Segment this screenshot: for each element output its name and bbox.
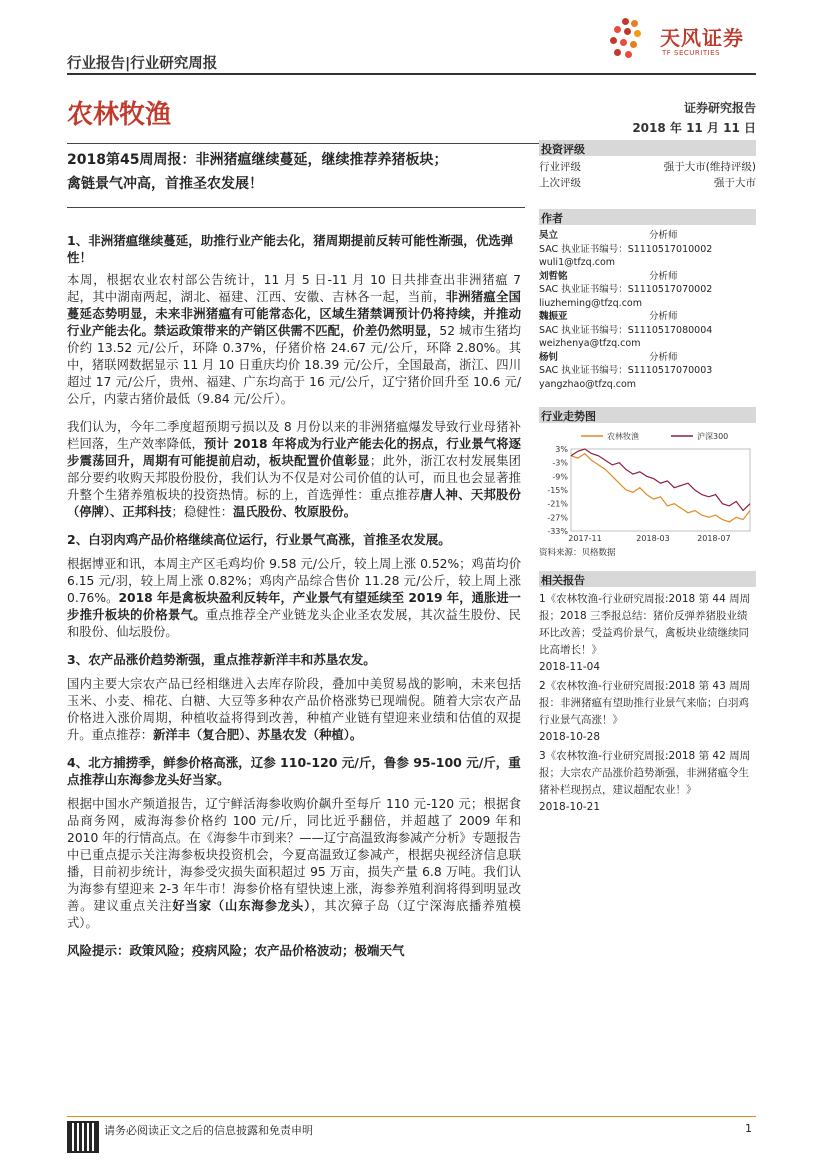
related-item[interactable]	[539, 591, 756, 676]
chart-frame	[571, 449, 750, 531]
x-tick-label: 2018-03	[636, 534, 670, 543]
related-item[interactable]	[539, 748, 756, 816]
author	[539, 310, 756, 351]
author	[539, 351, 756, 392]
y-tick-label: -27%	[547, 513, 568, 523]
report-kind: 行业报告|行业研究周报	[67, 56, 218, 72]
risk-warning: 风险提示：政策风险；疫病风险；农产品价格波动；极端天气	[67, 943, 405, 958]
header-rule	[67, 73, 756, 75]
brand-name: 天风证券	[660, 26, 744, 50]
main-content	[67, 232, 521, 959]
related-heading: 相关报告	[539, 571, 756, 587]
section-paragraph: 根据博亚和讯，本周主产区毛鸡均价 9.58 元/公斤，较上周上涨 0.52%；鸡苗均价 6.15 元/羽，较上周上涨 0.82%；鸡肉产品综合售价 11.28 元/公斤，较上周上涨 0.76%。2018 年是禽板块盈利反转年，产业景气有望延续至 2019 年，通胀进一步推升板块的价格景气。重点推荐全产业链龙头企业圣农发展，其次益生股份、民和股份、仙坛股份。	[67, 557, 521, 639]
trend-chart	[539, 427, 756, 547]
y-tick-label: -21%	[547, 499, 568, 509]
rating-prev	[539, 175, 756, 191]
author	[539, 270, 756, 311]
section-paragraph: 我们认为，今年二季度超预期亏损以及 8 月份以来的非洲猪瘟爆发导致行业母猪补栏回落，生产效率降低，预计 2018 年将成为行业产能去化的拐点，行业景气将逐步震荡回升，周期有可能提前启动，板块配置价值彰显；此外，浙江农村发展集团部分要约收购天邦股份股份，我们认为不仅是对公司价值的认可，而且也会显著推升整个生猪养殖板块的投资热情。标的上，首选弹性：重点推荐唐人神、天邦股份（停牌）、正邦科技；稳健性：温氏股份、牧原股份。	[67, 420, 521, 519]
rating-heading: 投资评级	[539, 140, 756, 156]
footer-disclaimer: 请务必阅读正文之后的信息披露和免责申明	[104, 1124, 313, 1137]
y-tick-label: -15%	[547, 486, 568, 495]
section-heading: 4、北方捕捞季，鲜参价格高涨，辽参 110-120 元/斤，鲁参 95-100 元/斤，重点推荐山东海参龙头好当家。	[67, 755, 521, 787]
author-role: 分析师	[649, 270, 678, 282]
chart-source: 资料来源：贝格数据	[539, 548, 616, 558]
legend-label: 农林牧渔	[607, 432, 639, 441]
rating-industry-label: 行业评级	[539, 161, 581, 173]
y-tick-label: -9%	[552, 472, 568, 482]
author-sac: SAC 执业证书编号：S1110517070003	[539, 365, 713, 376]
rating-industry-value: 强于大市(维持评级)	[663, 161, 756, 173]
report-type: 证券研究报告	[683, 101, 756, 115]
author-name: 吴立	[539, 230, 559, 241]
related-item[interactable]	[539, 678, 756, 746]
x-tick-label: 2017-11	[568, 534, 602, 543]
authors-heading: 作者	[539, 209, 756, 225]
author-role: 分析师	[649, 351, 678, 363]
report-date: 2018 年 11 月 11 日	[632, 121, 756, 135]
author-email: weizhenya@tfzq.com	[539, 338, 641, 349]
section-heading: 3、农产品涨价趋势渐强，重点推荐新洋丰和苏垦农发。	[67, 652, 376, 667]
title-bottom-rule	[67, 207, 525, 208]
y-tick-label: -33%	[547, 527, 568, 536]
brand-name-en: TF SECURITIES	[662, 49, 721, 57]
author-name: 杨钊	[539, 351, 559, 363]
author-name: 魏振亚	[539, 311, 568, 322]
related-list	[539, 591, 756, 816]
author-name: 刘哲铭	[539, 270, 568, 282]
author-email: yangzhao@tfzq.com	[539, 378, 637, 390]
author-role: 分析师	[649, 311, 678, 322]
author-sac: SAC 执业证书编号：S1110517070002	[539, 284, 713, 295]
section-paragraph: 国内主要大宗农产品已经相继进入去库存阶段，叠加中美贸易战的影响，未来包括玉米、小麦、棉花、白糖、大豆等多种农产品价格涨势已现端倪。随着大宗农产品价格进入涨价周期，种植收益将得到改善，种植产业链有望迎来业绩和估值的双提升。重点推荐：新洋丰（复合肥）、苏垦农发（种植）。	[67, 677, 521, 742]
sector-title: 农林牧渔	[67, 100, 172, 130]
author-role: 分析师	[649, 230, 678, 241]
y-tick-label: -3%	[552, 458, 568, 468]
author-list	[539, 229, 756, 391]
related-item-date: 2018-10-28	[539, 730, 601, 743]
related-item-text[interactable]: 3《农林牧渔-行业研究周报:2018 第 42 周周报；大宗农产品涨价趋势渐强，非洲猪瘟令生猪补栏现拐点，建议超配农业！》	[539, 749, 751, 796]
x-tick-label: 2018-07	[697, 534, 731, 543]
trend-heading: 行业走势图	[539, 407, 756, 423]
sidebar	[539, 140, 756, 816]
report-title-line1: 2018第45周周报：非洲猪瘟继续蔓延，继续推荐养猪板块；	[67, 152, 448, 168]
rating-prev-label: 上次评级	[539, 177, 581, 189]
y-tick-label: 3%	[555, 445, 568, 454]
rating-industry	[539, 159, 756, 175]
section-paragraph: 根据中国水产频道报告，辽宁鲜活海参收购价飙升至每斤 110 元-120 元；根据食品商务网，威海海参价格约 100 元/斤，同比近乎翻倍，并超越了 2009 年和 2010 年的行情高点。在《海参牛市到来？——辽宁高温致海参减产分析》专题报告中已重点提示关注海参板块投资机会，今夏高温致辽参减产，根据央视经济信息联播，目前初步统计，海参受灾损失面积超过 95 万亩，损失产量 6.8 万吨。我们认为海参有望迎来 2-3 年牛市！海参价格有望快速上涨，海参养殖利润将得到明显改善。建议重点关注好当家（山东海参龙头），其次獐子岛（辽宁深海底播养殖模式）。	[67, 797, 521, 930]
related-item-date: 2018-11-04	[539, 660, 601, 673]
related-item-text[interactable]: 2《农林牧渔-行业研究周报:2018 第 43 周周报：非洲猪瘟有望助推行业景气来临；白羽鸡行业景气高涨！》	[539, 679, 751, 726]
qr-code-icon	[67, 1121, 99, 1153]
section-paragraph: 本周，根据农业农村部公告统计，11 月 5 日-11 月 10 日共排查出非洲猪瘟 7 起，其中湖南两起，湖北、福建、江西、安徽、吉林各一起，当前，非洲猪瘟全国蔓延态势明显，未来非洲猪瘟有可能常态化，区域生猪禁调预计仍将持续，并推动行业产能去化。禁运政策带来的产销区供需不匹配，价差仍然明显，52 城市生猪均价约 13.52 元/公斤，环降 0.37%，仔猪价格 24.67 元/公斤，环降 2.80%。其中，猪联网数据显示 11 月 10 日重庆均价 18.39 元/公斤，全国最高，浙江、四川超过 17 元/公斤，贵州、福建、广东均高于 16 元/公斤，辽宁猪价回升至 10.6 元/公斤，内蒙古猪价最低（9.84 元/公斤）。	[67, 273, 521, 406]
author-sac: SAC 执业证书编号：S1110517010002	[539, 243, 713, 255]
related-item-text[interactable]: 1《农林牧渔-行业研究周报:2018 第 44 周周报；2018 三季报总结：猪价反弹养猪股业绩环比改善；受益鸡价景气，禽板块业绩继续同比高增长！》	[539, 592, 751, 656]
author-sac: SAC 执业证书编号：S1110517080004	[539, 324, 713, 336]
series-line-0	[571, 454, 750, 522]
report-title-line2: 禽链景气冲高，首推圣农发展！	[67, 176, 263, 192]
brand-logo-icon	[608, 18, 652, 62]
rating-prev-value: 强于大市	[714, 177, 756, 189]
footer-rule	[67, 1116, 756, 1117]
author-email: liuzheming@tfzq.com	[539, 297, 642, 309]
author-email: wuli1@tfzq.com	[539, 257, 616, 268]
legend-label: 沪深300	[697, 432, 729, 441]
related-item-date: 2018-10-21	[539, 800, 601, 813]
page-number: 1	[745, 1122, 752, 1135]
report-title	[67, 148, 527, 196]
series-line-1	[571, 449, 750, 511]
section-heading: 1、非洲猪瘟继续蔓延，助推行业产能去化，猪周期提前反转可能性渐强，优选弹性！	[67, 233, 514, 265]
author	[539, 229, 756, 270]
section-heading: 2、白羽肉鸡产品价格继续高位运行，行业景气高涨，首推圣农发展。	[67, 532, 451, 547]
